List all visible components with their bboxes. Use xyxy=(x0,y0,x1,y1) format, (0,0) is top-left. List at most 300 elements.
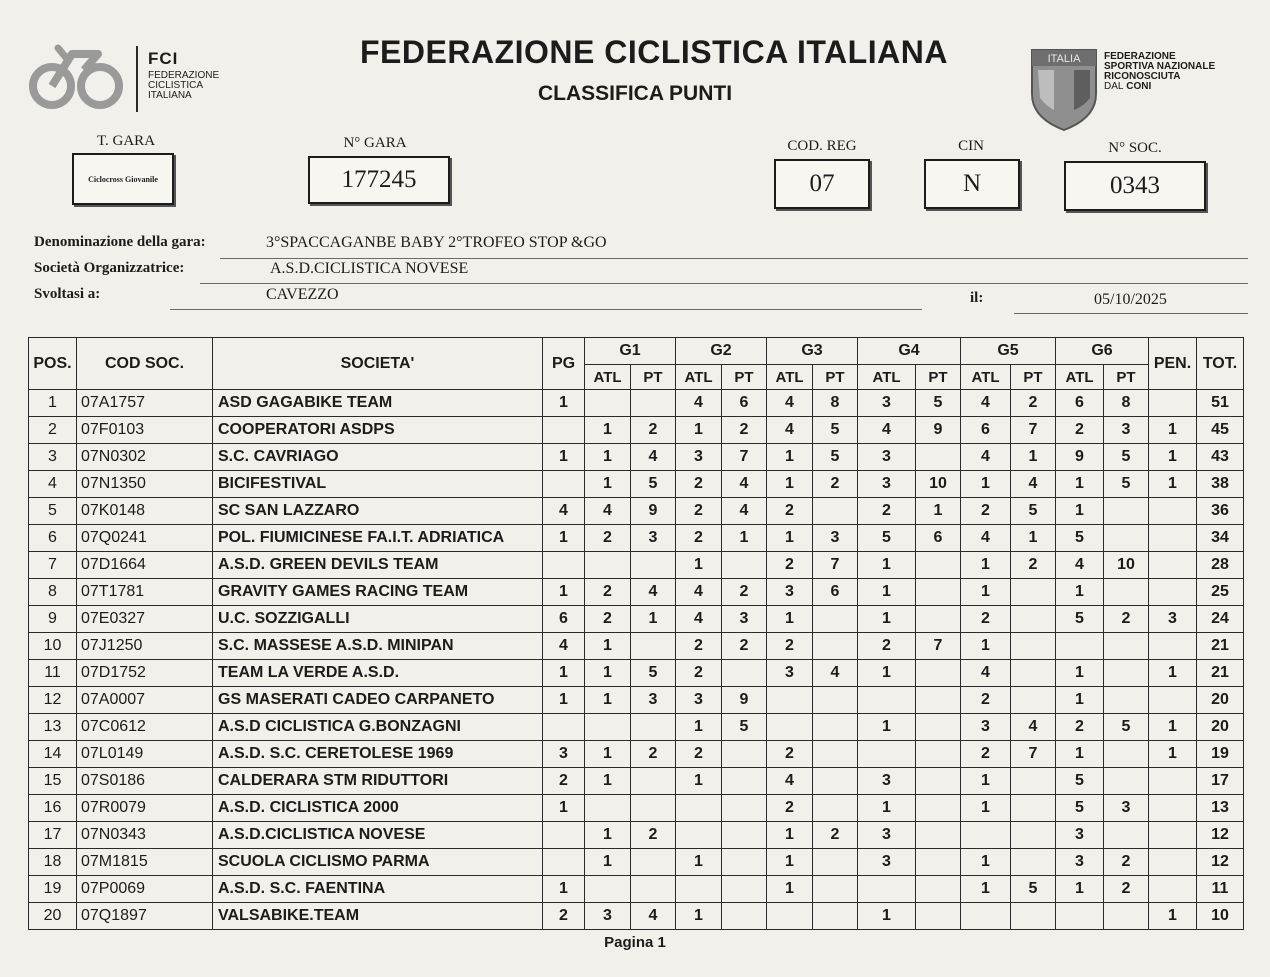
cell-pos: 5 xyxy=(29,498,77,525)
header-g3: G3 xyxy=(767,338,858,365)
fci-line3: ITALIANA xyxy=(148,90,192,101)
cell-g3-pt xyxy=(813,741,858,768)
cell-g3-pt xyxy=(813,795,858,822)
cell-g2-pt xyxy=(722,552,767,579)
cell-societa: A.S.D. GREEN DEVILS TEAM xyxy=(213,552,543,579)
cell-g5-pt xyxy=(1011,579,1056,606)
cell-g5-pt xyxy=(1011,903,1056,930)
cell-cod-soc: 07A1757 xyxy=(77,390,213,417)
cell-pos: 3 xyxy=(29,444,77,471)
cin-label: CIN xyxy=(958,138,984,154)
coni-line2: SPORTIVA NAZIONALE xyxy=(1104,61,1216,72)
cell-g3-atl: 1 xyxy=(767,471,813,498)
cell-pen: 1 xyxy=(1149,471,1197,498)
cell-g2-atl: 2 xyxy=(676,498,722,525)
header-g1-pt: PT xyxy=(631,365,676,390)
cell-g5-atl: 1 xyxy=(961,795,1011,822)
cell-cod-soc: 07P0069 xyxy=(77,876,213,903)
table-row xyxy=(29,741,1244,768)
t-gara-box: Ciclocross Giovanile xyxy=(72,153,174,205)
cell-pg xyxy=(543,714,585,741)
cell-g1-pt: 4 xyxy=(631,444,676,471)
cell-g1-atl: 1 xyxy=(585,444,631,471)
cell-pen: 1 xyxy=(1149,741,1197,768)
cell-g4-atl: 3 xyxy=(858,849,916,876)
cell-cod-soc: 07N0343 xyxy=(77,822,213,849)
table-row xyxy=(29,903,1244,930)
cell-pg: 1 xyxy=(543,876,585,903)
cell-pen xyxy=(1149,687,1197,714)
cell-g1-atl xyxy=(585,552,631,579)
header-societa: SOCIETA' xyxy=(213,338,543,390)
header-g6-atl: ATL xyxy=(1056,365,1104,390)
header-g1: G1 xyxy=(585,338,676,365)
cell-pos: 9 xyxy=(29,606,77,633)
cell-g2-pt xyxy=(722,903,767,930)
cell-g1-atl: 2 xyxy=(585,579,631,606)
cell-g3-atl: 4 xyxy=(767,768,813,795)
cell-societa: A.S.D. S.C. CERETOLESE 1969 xyxy=(213,741,543,768)
cell-g4-atl xyxy=(858,876,916,903)
cell-g4-atl xyxy=(858,687,916,714)
cell-g3-pt xyxy=(813,606,858,633)
cell-g3-pt: 5 xyxy=(813,417,858,444)
cell-pen xyxy=(1149,633,1197,660)
cell-pen xyxy=(1149,822,1197,849)
date-line xyxy=(1014,313,1248,314)
cell-g6-pt: 8 xyxy=(1104,390,1149,417)
cell-g5-pt xyxy=(1011,795,1056,822)
cell-g2-pt xyxy=(722,849,767,876)
cell-g3-atl: 2 xyxy=(767,795,813,822)
cell-pen xyxy=(1149,768,1197,795)
cell-pos: 7 xyxy=(29,552,77,579)
cell-g1-pt xyxy=(631,714,676,741)
fci-line1: FEDERAZIONE xyxy=(148,70,220,81)
cell-g6-atl: 1 xyxy=(1056,876,1104,903)
cell-g5-pt: 2 xyxy=(1011,390,1056,417)
cell-g5-pt: 4 xyxy=(1011,471,1056,498)
cell-g1-pt: 5 xyxy=(631,660,676,687)
cell-g5-pt: 4 xyxy=(1011,714,1056,741)
cell-g1-atl: 2 xyxy=(585,525,631,552)
cell-societa: GS MASERATI CADEO CARPANETO xyxy=(213,687,543,714)
cell-g4-pt xyxy=(916,741,961,768)
table-body xyxy=(29,390,1244,930)
cell-g4-atl: 1 xyxy=(858,606,916,633)
cell-g2-pt xyxy=(722,876,767,903)
cell-g1-atl xyxy=(585,714,631,741)
cell-g1-pt: 4 xyxy=(631,579,676,606)
cell-g2-atl: 3 xyxy=(676,687,722,714)
table-row xyxy=(29,714,1244,741)
cell-pg: 1 xyxy=(543,444,585,471)
cell-g4-atl: 3 xyxy=(858,822,916,849)
cell-g6-atl: 1 xyxy=(1056,741,1104,768)
cell-g5-atl: 1 xyxy=(961,849,1011,876)
cell-pos: 14 xyxy=(29,741,77,768)
coni-text xyxy=(1104,52,1215,92)
table-row xyxy=(29,876,1244,903)
cell-g2-pt: 6 xyxy=(722,390,767,417)
cell-societa: A.S.D. S.C. FAENTINA xyxy=(213,876,543,903)
cell-g2-pt: 7 xyxy=(722,444,767,471)
cell-g6-pt: 2 xyxy=(1104,849,1149,876)
cell-g5-atl: 4 xyxy=(961,390,1011,417)
cell-g3-atl: 2 xyxy=(767,552,813,579)
cell-pos: 18 xyxy=(29,849,77,876)
table-row xyxy=(29,417,1244,444)
header-cod-soc: COD SOC. xyxy=(77,338,213,390)
header-pg: PG xyxy=(543,338,585,390)
place-value: CAVEZZO xyxy=(266,286,339,303)
header-tot: TOT. xyxy=(1197,338,1244,390)
race-name-value: 3°SPACCAGANBE BABY 2°TROFEO STOP &GO xyxy=(266,234,607,251)
cod-reg-label: COD. REG xyxy=(787,138,857,154)
cell-pen xyxy=(1149,876,1197,903)
cell-g4-pt: 5 xyxy=(916,390,961,417)
coni-line3: RICONOSCIUTA xyxy=(1104,71,1181,82)
coni-line4-prefix: DAL xyxy=(1104,81,1124,92)
cell-g4-pt xyxy=(916,795,961,822)
cell-pen xyxy=(1149,390,1197,417)
cell-g2-pt xyxy=(722,795,767,822)
cell-pg: 1 xyxy=(543,525,585,552)
cell-pg: 1 xyxy=(543,687,585,714)
cell-g2-pt xyxy=(722,660,767,687)
cell-societa: BICIFESTIVAL xyxy=(213,471,543,498)
cell-g5-pt xyxy=(1011,849,1056,876)
cell-cod-soc: 07D1664 xyxy=(77,552,213,579)
cell-g1-pt: 3 xyxy=(631,525,676,552)
cell-societa: ASD GAGABIKE TEAM xyxy=(213,390,543,417)
cell-g2-atl: 1 xyxy=(676,849,722,876)
cell-cod-soc: 07C0612 xyxy=(77,714,213,741)
fci-divider xyxy=(136,46,138,112)
cell-cod-soc: 07N0302 xyxy=(77,444,213,471)
cell-g3-atl: 1 xyxy=(767,606,813,633)
cell-tot: 38 xyxy=(1197,471,1244,498)
cell-societa: POL. FIUMICINESE FA.I.T. ADRIATICA xyxy=(213,525,543,552)
cell-g6-atl: 4 xyxy=(1056,552,1104,579)
cell-g6-atl: 2 xyxy=(1056,417,1104,444)
cell-g1-atl xyxy=(585,390,631,417)
cell-tot: 10 xyxy=(1197,903,1244,930)
cell-g3-atl: 2 xyxy=(767,498,813,525)
cell-tot: 17 xyxy=(1197,768,1244,795)
date-value: 05/10/2025 xyxy=(1094,291,1167,308)
cell-g2-pt: 3 xyxy=(722,606,767,633)
cell-pos: 12 xyxy=(29,687,77,714)
cell-cod-soc: 07R0079 xyxy=(77,795,213,822)
cell-pg: 6 xyxy=(543,606,585,633)
cell-g2-pt xyxy=(722,768,767,795)
cell-g4-atl: 5 xyxy=(858,525,916,552)
cell-g6-pt xyxy=(1104,903,1149,930)
cell-g5-pt xyxy=(1011,633,1056,660)
cell-g1-pt: 2 xyxy=(631,417,676,444)
cell-g4-pt xyxy=(916,822,961,849)
cell-g1-pt xyxy=(631,768,676,795)
cell-g2-atl: 1 xyxy=(676,552,722,579)
cell-g2-pt xyxy=(722,741,767,768)
cell-g2-atl: 1 xyxy=(676,768,722,795)
cell-pos: 20 xyxy=(29,903,77,930)
cell-g4-pt xyxy=(916,687,961,714)
cell-g4-atl: 3 xyxy=(858,471,916,498)
cell-pg: 1 xyxy=(543,795,585,822)
cell-g1-atl: 1 xyxy=(585,660,631,687)
table-row xyxy=(29,579,1244,606)
cell-g6-pt: 3 xyxy=(1104,417,1149,444)
cell-g3-pt: 3 xyxy=(813,525,858,552)
n-soc-box: 0343 xyxy=(1064,161,1206,211)
cell-g2-atl: 4 xyxy=(676,606,722,633)
cell-g2-atl: 2 xyxy=(676,633,722,660)
cell-g2-atl xyxy=(676,822,722,849)
header-g2: G2 xyxy=(676,338,767,365)
header-g3-atl: ATL xyxy=(767,365,813,390)
cell-pg: 2 xyxy=(543,768,585,795)
cell-tot: 51 xyxy=(1197,390,1244,417)
cell-g1-pt xyxy=(631,795,676,822)
cell-societa: VALSABIKE.TEAM xyxy=(213,903,543,930)
header-g5: G5 xyxy=(961,338,1056,365)
header-pen: PEN. xyxy=(1149,338,1197,390)
cell-g3-atl xyxy=(767,714,813,741)
cell-g5-atl: 2 xyxy=(961,498,1011,525)
cell-g3-pt: 2 xyxy=(813,471,858,498)
cell-g3-atl: 1 xyxy=(767,444,813,471)
cell-g6-atl xyxy=(1056,903,1104,930)
table-row xyxy=(29,660,1244,687)
cell-g5-atl: 2 xyxy=(961,606,1011,633)
cell-g5-atl: 6 xyxy=(961,417,1011,444)
table-row xyxy=(29,849,1244,876)
cell-g4-atl xyxy=(858,741,916,768)
cell-g1-pt: 4 xyxy=(631,903,676,930)
cell-g3-pt: 2 xyxy=(813,822,858,849)
coni-shield-text: ITALIA xyxy=(1047,53,1081,65)
cell-g4-pt xyxy=(916,444,961,471)
cell-g4-atl: 3 xyxy=(858,390,916,417)
cell-societa: A.S.D.CICLISTICA NOVESE xyxy=(213,822,543,849)
cell-g3-atl: 1 xyxy=(767,876,813,903)
cell-g2-atl: 3 xyxy=(676,444,722,471)
cell-g5-pt: 7 xyxy=(1011,741,1056,768)
cell-g2-atl: 2 xyxy=(676,741,722,768)
cell-g4-atl: 2 xyxy=(858,633,916,660)
table-row xyxy=(29,444,1244,471)
cell-tot: 20 xyxy=(1197,714,1244,741)
org-label: Società Organizzatrice: xyxy=(34,260,185,276)
cell-g4-pt: 6 xyxy=(916,525,961,552)
cell-g4-atl: 1 xyxy=(858,579,916,606)
cell-g2-pt: 5 xyxy=(722,714,767,741)
table-row xyxy=(29,552,1244,579)
cell-g6-atl: 5 xyxy=(1056,795,1104,822)
cell-pen xyxy=(1149,795,1197,822)
cell-g4-atl: 1 xyxy=(858,903,916,930)
cell-g1-atl: 1 xyxy=(585,417,631,444)
cell-g3-atl xyxy=(767,687,813,714)
cell-g3-atl: 3 xyxy=(767,660,813,687)
coni-line1: FEDERAZIONE xyxy=(1104,51,1176,62)
cell-cod-soc: 07Q1897 xyxy=(77,903,213,930)
cell-g3-atl: 4 xyxy=(767,417,813,444)
cell-g4-pt: 1 xyxy=(916,498,961,525)
cell-g1-atl xyxy=(585,795,631,822)
cell-g6-pt xyxy=(1104,633,1149,660)
cell-pg: 4 xyxy=(543,498,585,525)
cell-societa: SC SAN LAZZARO xyxy=(213,498,543,525)
cell-g6-atl: 1 xyxy=(1056,471,1104,498)
cell-pen: 1 xyxy=(1149,417,1197,444)
cell-g4-pt xyxy=(916,876,961,903)
cell-g2-pt: 4 xyxy=(722,471,767,498)
cell-pen xyxy=(1149,579,1197,606)
cell-cod-soc: 07K0148 xyxy=(77,498,213,525)
cell-g3-pt: 6 xyxy=(813,579,858,606)
cell-g1-atl: 1 xyxy=(585,822,631,849)
cell-g3-pt xyxy=(813,768,858,795)
fci-logo-icon xyxy=(28,40,128,114)
cell-g2-atl: 1 xyxy=(676,903,722,930)
cell-g1-pt xyxy=(631,390,676,417)
n-gara-box: 177245 xyxy=(308,156,450,204)
cell-g4-pt xyxy=(916,768,961,795)
cell-pen: 1 xyxy=(1149,660,1197,687)
cell-g6-pt xyxy=(1104,579,1149,606)
cell-g4-pt xyxy=(916,660,961,687)
cell-g2-atl: 1 xyxy=(676,714,722,741)
cell-pen: 1 xyxy=(1149,444,1197,471)
cell-g3-pt xyxy=(813,876,858,903)
cell-g5-atl: 1 xyxy=(961,552,1011,579)
cell-g6-atl: 5 xyxy=(1056,768,1104,795)
cell-g2-pt: 1 xyxy=(722,525,767,552)
cell-g2-pt xyxy=(722,822,767,849)
page-title: FEDERAZIONE CICLISTICA ITALIANA xyxy=(360,34,948,70)
table-row xyxy=(29,822,1244,849)
cell-g3-atl: 1 xyxy=(767,822,813,849)
cell-g3-pt: 8 xyxy=(813,390,858,417)
cell-g5-pt xyxy=(1011,660,1056,687)
cell-tot: 34 xyxy=(1197,525,1244,552)
cell-g6-pt xyxy=(1104,768,1149,795)
cell-tot: 43 xyxy=(1197,444,1244,471)
cell-pen xyxy=(1149,552,1197,579)
cell-cod-soc: 07M1815 xyxy=(77,849,213,876)
header-g5-atl: ATL xyxy=(961,365,1011,390)
cell-g2-pt: 9 xyxy=(722,687,767,714)
cell-g4-pt xyxy=(916,714,961,741)
cell-g4-pt xyxy=(916,606,961,633)
cell-g3-pt xyxy=(813,849,858,876)
cell-g5-atl: 2 xyxy=(961,741,1011,768)
cell-g5-pt: 1 xyxy=(1011,444,1056,471)
cell-g4-atl: 1 xyxy=(858,714,916,741)
table-row xyxy=(29,633,1244,660)
place-label: Svoltasi a: xyxy=(34,286,101,302)
fci-text xyxy=(148,50,219,101)
cell-g3-atl: 3 xyxy=(767,579,813,606)
classification-table xyxy=(28,337,1244,930)
cell-pos: 11 xyxy=(29,660,77,687)
cell-pos: 13 xyxy=(29,714,77,741)
cell-g4-pt xyxy=(916,849,961,876)
cell-g6-atl: 3 xyxy=(1056,822,1104,849)
cell-g6-pt xyxy=(1104,822,1149,849)
cell-g5-pt xyxy=(1011,606,1056,633)
cell-g5-pt: 7 xyxy=(1011,417,1056,444)
cell-g5-atl: 1 xyxy=(961,633,1011,660)
cell-societa: A.S.D. CICLISTICA 2000 xyxy=(213,795,543,822)
cell-tot: 11 xyxy=(1197,876,1244,903)
cell-tot: 28 xyxy=(1197,552,1244,579)
cell-pos: 4 xyxy=(29,471,77,498)
cell-pos: 19 xyxy=(29,876,77,903)
cell-societa: A.S.D CICLISTICA G.BONZAGNI xyxy=(213,714,543,741)
cell-g6-pt: 3 xyxy=(1104,795,1149,822)
n-soc-label: N° SOC. xyxy=(1108,140,1162,156)
header-g4-atl: ATL xyxy=(858,365,916,390)
cell-g3-pt xyxy=(813,903,858,930)
cell-g1-pt xyxy=(631,849,676,876)
cell-g5-atl: 3 xyxy=(961,714,1011,741)
cell-tot: 36 xyxy=(1197,498,1244,525)
cell-g1-pt: 3 xyxy=(631,687,676,714)
cell-g6-pt xyxy=(1104,498,1149,525)
cell-g2-atl: 2 xyxy=(676,471,722,498)
cell-tot: 21 xyxy=(1197,660,1244,687)
header-g2-pt: PT xyxy=(722,365,767,390)
header-g5-pt: PT xyxy=(1011,365,1056,390)
cell-pen xyxy=(1149,525,1197,552)
cell-g3-atl: 4 xyxy=(767,390,813,417)
cell-g3-atl: 2 xyxy=(767,741,813,768)
cell-g3-pt xyxy=(813,498,858,525)
cell-g1-atl: 1 xyxy=(585,768,631,795)
cell-g2-atl: 2 xyxy=(676,525,722,552)
cell-g1-pt xyxy=(631,633,676,660)
cell-g5-pt: 2 xyxy=(1011,552,1056,579)
cell-g6-pt xyxy=(1104,687,1149,714)
cell-g4-atl: 1 xyxy=(858,552,916,579)
cell-pg: 1 xyxy=(543,390,585,417)
cell-societa: S.C. MASSESE A.S.D. MINIPAN xyxy=(213,633,543,660)
cell-g3-pt: 7 xyxy=(813,552,858,579)
cell-g1-atl: 2 xyxy=(585,606,631,633)
cell-g1-pt: 9 xyxy=(631,498,676,525)
cell-g4-atl: 2 xyxy=(858,498,916,525)
cell-societa: S.C. CAVRIAGO xyxy=(213,444,543,471)
cell-g6-atl: 5 xyxy=(1056,606,1104,633)
cell-g4-pt xyxy=(916,903,961,930)
cell-societa: COOPERATORI ASDPS xyxy=(213,417,543,444)
fci-abbrev: FCI xyxy=(148,49,179,68)
cell-cod-soc: 07S0186 xyxy=(77,768,213,795)
coni-shield-icon xyxy=(1030,48,1098,132)
cell-pg: 1 xyxy=(543,660,585,687)
cell-g5-atl: 2 xyxy=(961,687,1011,714)
cell-pen: 3 xyxy=(1149,606,1197,633)
header-g2-atl: ATL xyxy=(676,365,722,390)
cell-g5-atl xyxy=(961,822,1011,849)
cell-g3-atl xyxy=(767,903,813,930)
cell-cod-soc: 07E0327 xyxy=(77,606,213,633)
cod-reg-box: 07 xyxy=(774,159,870,209)
